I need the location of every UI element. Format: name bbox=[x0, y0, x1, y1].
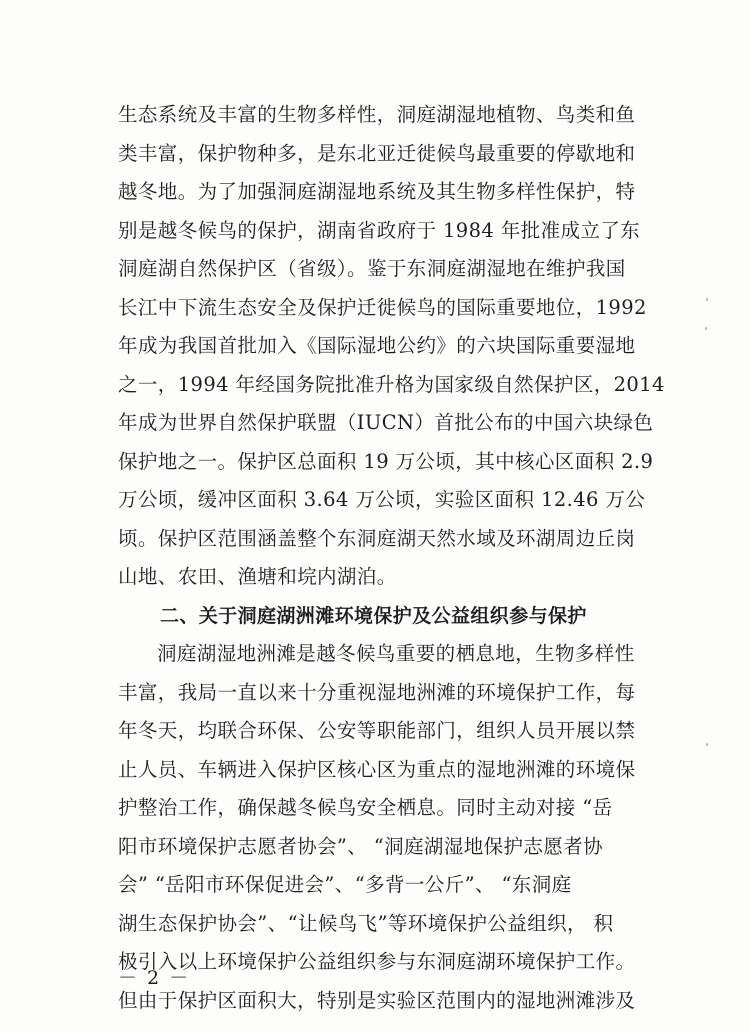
paragraph-2-line: 护整治工作，确保越冬候鸟安全栖息。同时主动对接 “岳 bbox=[118, 796, 613, 819]
paragraph-1-line: 之一，1994 年经国务院批准升格为国家级自然保护区，2014 bbox=[118, 372, 665, 396]
paragraph-1-line: 顷。保护区范围涵盖整个东洞庭湖天然水域及环湖周边丘岗 bbox=[118, 526, 636, 550]
paragraph-1-line: 别是越冬候鸟的保护，湖南省政府于 1984 年批准成立了东 bbox=[118, 218, 641, 242]
scan-speck bbox=[706, 298, 708, 301]
paragraph-1-line: 山地、农田、渔塘和垸内湖泊。 bbox=[118, 565, 397, 588]
paragraph-1-line: 保护地之一。保护区总面积 19 万公顷，其中核心区面积 2.9 bbox=[118, 449, 654, 473]
paragraph-1-line: 类丰富，保护物种多，是东北亚迁徙候鸟最重要的停歇地和 bbox=[118, 141, 636, 165]
page-number: － 2 － bbox=[118, 967, 191, 989]
scan-speck bbox=[706, 743, 708, 746]
paragraph-2-line: 但由于保护区面积大，特别是实验区范围内的湿地洲滩涉及 bbox=[118, 988, 636, 1012]
paragraph-1-line: 洞庭湖自然保护区（省级）。鉴于东洞庭湖湿地在维护我国 bbox=[118, 257, 626, 280]
scan-speck bbox=[705, 327, 707, 330]
paragraph-2-line: 极引入以上环境保护公益组织参与东洞庭湖环境保护工作。 bbox=[118, 950, 636, 973]
paragraph-1-line: 越冬地。为了加强洞庭湖湿地系统及其生物多样性保护，特 bbox=[118, 180, 636, 203]
paragraph-1-line: 生态系统及丰富的生物多样性，洞庭湖湿地植物、鸟类和鱼 bbox=[118, 103, 636, 126]
paragraph-1-line: 万公顷，缓冲区面积 3.64 万公顷，实验区面积 12.46 万公 bbox=[118, 488, 646, 511]
section-heading: 二、关于洞庭湖洲滩环境保护及公益组织参与保护 bbox=[160, 604, 587, 627]
paragraph-2-line: 阳市环境保护志愿者协会”、 “洞庭湖湿地保护志愿者协 bbox=[118, 834, 604, 858]
paragraph-1-line: 长江中下流生态安全及保护迁徙候鸟的国际重要地位，1992 bbox=[118, 295, 647, 319]
paragraph-2-line: 洞庭湖湿地洲滩是越冬候鸟重要的栖息地，生物多样性 bbox=[157, 642, 635, 665]
paragraph-2-line: 湖生态保护协会”、“让候鸟飞”等环境保护公益组织， 积 bbox=[118, 911, 614, 935]
paragraph-2-line: 止人员、车辆进入保护区核心区为重点的湿地洲滩的环境保 bbox=[118, 757, 636, 781]
paragraph-2-line: 会” “岳阳市环保促进会”、“多背一公斤”、 “东洞庭 bbox=[118, 873, 572, 896]
paragraph-1-line: 年成为世界自然保护联盟（IUCN）首批公布的中国六块绿色 bbox=[118, 411, 654, 434]
paragraph-2-line: 年冬天，均联合环保、公安等职能部门，组织人员开展以禁 bbox=[118, 719, 636, 742]
body-text bbox=[118, 96, 665, 1020]
paragraph-2-line: 丰富，我局一直以来十分重视湿地洲滩的环境保护工作，每 bbox=[118, 680, 636, 704]
paragraph-1-line: 年成为我国首批加入《国际湿地公约》的六块国际重要湿地 bbox=[118, 334, 636, 357]
